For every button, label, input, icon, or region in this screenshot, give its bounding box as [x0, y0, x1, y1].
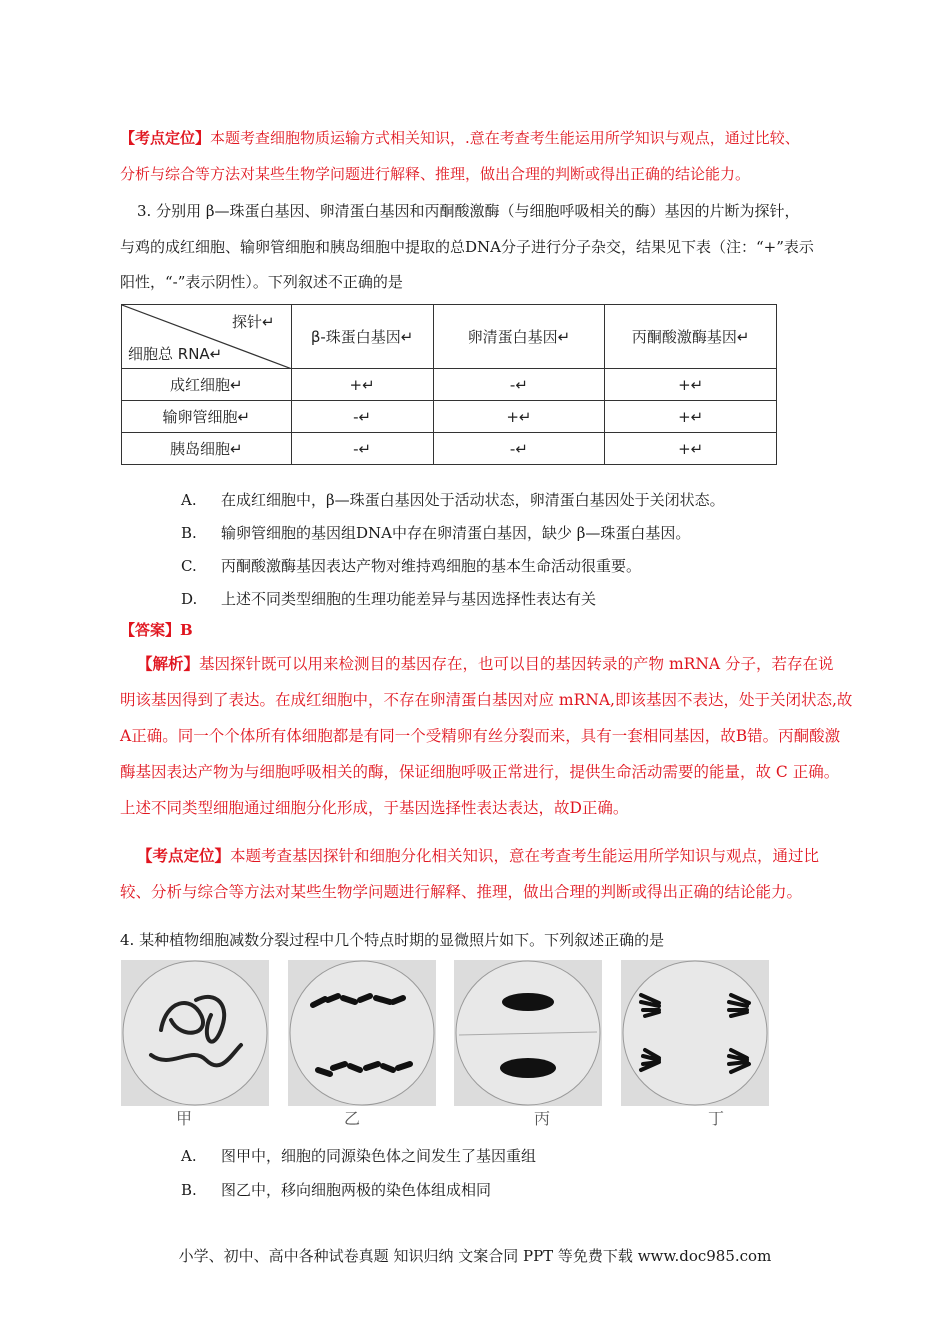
- analysis-line: A正确。同一个个体所有体细胞都是有同一个受精卵有丝分裂而来，具有一套相同基因，故B错。丙酮酸激: [120, 727, 841, 745]
- option-key: A.: [181, 1147, 197, 1165]
- q3-stem-line3: 阳性，“-”表示阴性）。下列叙述不正确的是: [120, 273, 403, 291]
- top-analysis-label: 【考点定位】: [120, 129, 211, 147]
- analysis-line: 酶基因表达产物为与细胞呼吸相关的酶，保证细胞呼吸正常进行，提供生命活动需要的能量，故 C 正确。: [120, 763, 840, 781]
- analysis-line: 上述不同类型细胞通过细胞分化形成，于基因选择性表达表达，故D正确。: [120, 799, 629, 817]
- option-text: 输卵管细胞的基因组DNA中存在卵清蛋白基因，缺少 β—珠蛋白基因。: [221, 524, 691, 542]
- table-row: [122, 369, 777, 401]
- q4-option-b: [181, 1180, 491, 1200]
- micrograph-yi: [288, 960, 436, 1106]
- table-row: [122, 433, 777, 465]
- q4-stem: 4. 某种植物细胞减数分裂过程中几个特点时期的显微照片如下。下列叙述正确的是: [120, 931, 665, 949]
- caption-yi: 乙: [344, 1109, 361, 1128]
- option-key: A.: [181, 491, 197, 509]
- corner-probe-label: 探针↵: [232, 313, 275, 331]
- row-name: 成红细胞↵: [122, 369, 292, 401]
- q3-option-d: [181, 589, 596, 609]
- corner-rna-label: 细胞总 RNA↵: [128, 345, 223, 363]
- table-cell: +↵: [291, 369, 433, 401]
- option-text: 上述不同类型细胞的生理功能差异与基因选择性表达有关: [221, 590, 597, 608]
- micrograph-jia-image: [121, 960, 269, 1106]
- option-text: 丙酮酸激酶基因表达产物对维持鸡细胞的基本生命活动很重要。: [221, 557, 642, 575]
- micrograph-bing-image: [454, 960, 602, 1106]
- top-analysis-text1: 本题考查细胞物质运输方式相关知识，.意在考查考生能运用所学知识与观点，通过比较、: [210, 129, 800, 147]
- table-cell: +↵: [605, 369, 777, 401]
- top-analysis-line2: 分析与综合等方法对某些生物学问题进行解释、推理，做出合理的判断或得出正确的结论能力。: [120, 165, 751, 183]
- q3-point: [120, 846, 819, 918]
- option-text: 在成红细胞中，β—珠蛋白基因处于活动状态，卵清蛋白基因处于关闭状态。: [221, 491, 725, 509]
- caption-jia: 甲: [176, 1109, 193, 1128]
- micrograph-ding-image: [621, 960, 769, 1106]
- option-key: B.: [181, 1181, 197, 1199]
- row-name: 输卵管细胞↵: [122, 401, 292, 433]
- col-header-ovalbumin: 卵清蛋白基因↵: [433, 305, 605, 369]
- point-label: 【考点定位】: [137, 846, 231, 865]
- answer-value: B: [180, 621, 193, 639]
- q3-stem-line2: 与鸡的成红细胞、输卵管细胞和胰岛细胞中提取的总DNA分子进行分子杂交，结果见下表（注：“+”表示: [120, 238, 814, 256]
- micrograph-ding: [621, 960, 769, 1106]
- micrograph-bing: [454, 960, 602, 1106]
- table-row: [122, 401, 777, 433]
- option-key: B.: [181, 524, 197, 542]
- table-cell: +↵: [605, 433, 777, 465]
- col-header-pyruvate-kinase: 丙酮酸激酶基因↵: [605, 305, 777, 369]
- hybridization-table: [121, 304, 777, 465]
- analysis-line: 明该基因得到了表达。在成红细胞中，不存在卵清蛋白基因对应 mRNA,即该基因不表达，处于关闭状态,故: [120, 691, 853, 709]
- option-key: C.: [181, 557, 197, 575]
- col-header-beta-globin: β-珠蛋白基因↵: [291, 305, 433, 369]
- option-text: 图甲中，细胞的同源染色体之间发生了基因重组: [221, 1147, 537, 1165]
- analysis-line: 基因探针既可以用来检测目的基因存在，也可以目的基因转录的产物 mRNA 分子，若存在说: [199, 655, 834, 673]
- q3-stem-line1: 3. 分别用 β—珠蛋白基因、卵清蛋白基因和丙酮酸激酶（与细胞呼吸相关的酶）基因的片断为探针，: [137, 202, 800, 220]
- q3-option-c: [181, 556, 641, 576]
- answer-label: 【答案】: [120, 621, 181, 639]
- q3-option-b: [181, 523, 690, 543]
- q3-option-a: [181, 490, 725, 510]
- point-line: 较、分析与综合等方法对某些生物学问题进行解释、推理，做出合理的判断或得出正确的结论能力。: [120, 883, 803, 901]
- table-cell: -↵: [291, 401, 433, 433]
- table-cell: +↵: [605, 401, 777, 433]
- option-text: 图乙中，移向细胞两极的染色体组成相同: [221, 1181, 492, 1199]
- row-name: 胰岛细胞↵: [122, 433, 292, 465]
- q4-option-a: [181, 1146, 536, 1166]
- table-cell: -↵: [433, 433, 605, 465]
- micrograph-jia: [121, 960, 269, 1106]
- top-analysis-line1: [120, 128, 800, 148]
- table-corner-cell: [122, 305, 292, 369]
- q3-analysis: [120, 654, 852, 834]
- q3-answer: [120, 620, 193, 640]
- table-cell: -↵: [433, 369, 605, 401]
- micrograph-yi-image: [288, 960, 436, 1106]
- page-footer: 小学、初中、高中各种试卷真题 知识归纳 文案合同 PPT 等免费下载 www.doc985.com: [178, 1247, 772, 1265]
- option-key: D.: [181, 590, 198, 608]
- caption-ding: 丁: [708, 1109, 725, 1128]
- analysis-label: 【解析】: [137, 654, 200, 673]
- point-line: 本题考查基因探针和细胞分化相关知识，意在考查考生能运用所学知识与观点，通过比: [230, 847, 820, 865]
- table-cell: -↵: [291, 433, 433, 465]
- table-cell: +↵: [433, 401, 605, 433]
- caption-bing: 丙: [534, 1109, 551, 1128]
